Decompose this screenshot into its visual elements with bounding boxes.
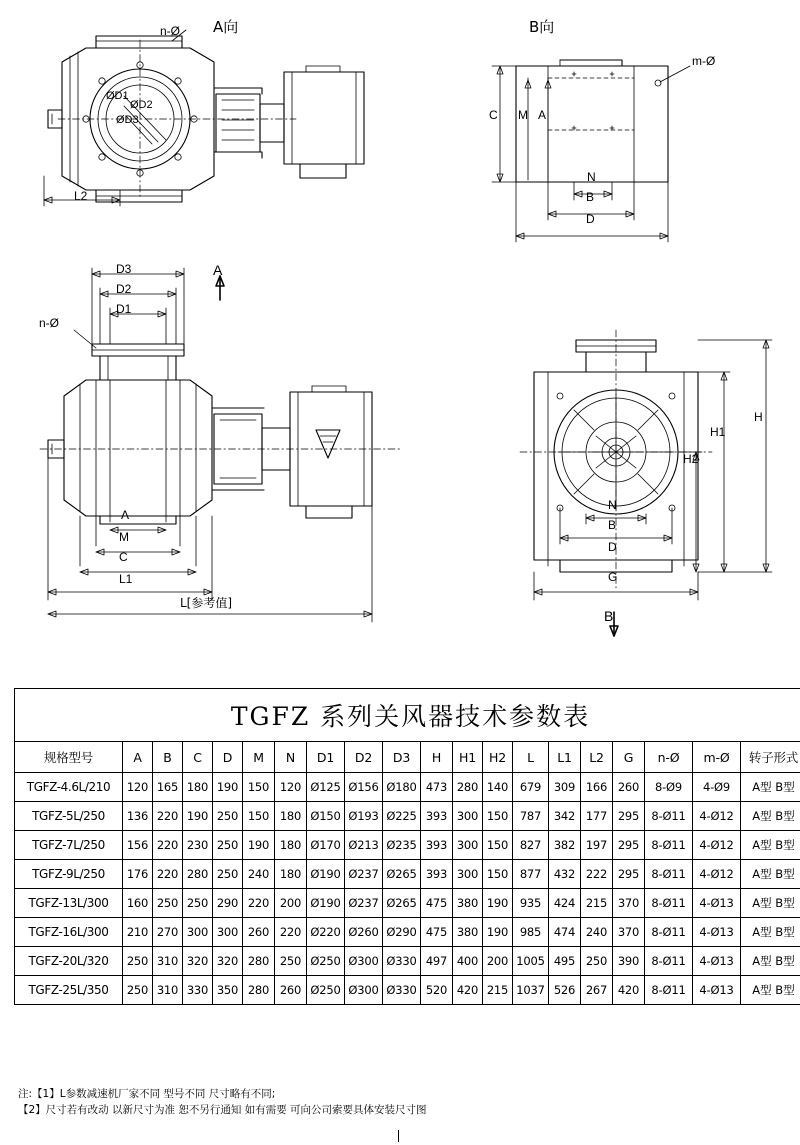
d1-dim-front: D1 [116, 302, 132, 316]
cell-rotor-type: A型 B型 [741, 976, 800, 1005]
cell-d1: Ø220 [307, 918, 345, 947]
cell-d2: Ø300 [345, 976, 383, 1005]
cell-n: 220 [275, 918, 307, 947]
cell-d: 300 [213, 918, 243, 947]
spec-table [14, 688, 800, 1005]
cell-d: 350 [213, 976, 243, 1005]
cell-n: 250 [275, 947, 307, 976]
cell-l: 679 [513, 773, 549, 802]
cell-m-hole: 4-Ø13 [693, 976, 741, 1005]
cell-l: 877 [513, 860, 549, 889]
cell-h2: 140 [483, 773, 513, 802]
cell-g: 370 [613, 918, 645, 947]
cell-b: 220 [153, 831, 183, 860]
h1-dim: H1 [710, 425, 726, 439]
cell-l2: 197 [581, 831, 613, 860]
cell-c: 330 [183, 976, 213, 1005]
cell-n: 200 [275, 889, 307, 918]
col-header-d1: D1 [307, 742, 345, 773]
col-header-l: L [513, 742, 549, 773]
cell-l2: 222 [581, 860, 613, 889]
cell-l: 935 [513, 889, 549, 918]
cell-h1: 380 [453, 918, 483, 947]
cell-l1: 432 [549, 860, 581, 889]
cell-d3: Ø330 [383, 976, 421, 1005]
cell-b: 250 [153, 889, 183, 918]
c-dim-front: C [119, 550, 128, 564]
notes-block [18, 1086, 427, 1118]
n-dim-viewb: N [587, 170, 596, 184]
cell-h1: 420 [453, 976, 483, 1005]
sheet-center-tick [398, 1130, 399, 1142]
col-header-b: B [153, 742, 183, 773]
cell-g: 295 [613, 831, 645, 860]
cell-b: 220 [153, 802, 183, 831]
cell-l2: 267 [581, 976, 613, 1005]
n-hole-callout-front: n-Ø [39, 316, 60, 330]
cell-d3: Ø225 [383, 802, 421, 831]
cell-c: 280 [183, 860, 213, 889]
cell-l1: 424 [549, 889, 581, 918]
d3-callout: ØD3 [116, 114, 139, 126]
cell-rotor-type: A型 B型 [741, 889, 800, 918]
cell-n-hole: 8-Ø9 [645, 773, 693, 802]
cell-c: 320 [183, 947, 213, 976]
cell-model: TGFZ-20L/320 [15, 947, 123, 976]
cell-d2: Ø156 [345, 773, 383, 802]
cell-n-hole: 8-Ø11 [645, 860, 693, 889]
cell-h: 393 [421, 831, 453, 860]
section-mark-b-bottom: B [604, 608, 614, 624]
table-row [15, 773, 800, 802]
cell-h2: 150 [483, 831, 513, 860]
cell-m-hole: 4-Ø12 [693, 860, 741, 889]
cell-m: 260 [243, 918, 275, 947]
cell-d: 190 [213, 773, 243, 802]
d-dim-viewb: D [586, 212, 595, 226]
d3-dim-front: D3 [116, 262, 132, 276]
col-header-l1: L1 [549, 742, 581, 773]
cell-d1: Ø170 [307, 831, 345, 860]
cell-l: 1037 [513, 976, 549, 1005]
table-row [15, 889, 800, 918]
cell-n: 180 [275, 860, 307, 889]
cell-b: 165 [153, 773, 183, 802]
m-dim-viewb: M [518, 108, 528, 122]
cell-g: 420 [613, 976, 645, 1005]
section-mark-a-top: A [213, 262, 223, 278]
cell-rotor-type: A型 B型 [741, 947, 800, 976]
cell-m: 240 [243, 860, 275, 889]
cell-h: 475 [421, 889, 453, 918]
cell-b: 220 [153, 860, 183, 889]
cell-m: 280 [243, 976, 275, 1005]
table-row [15, 976, 800, 1005]
col-header-n: N [275, 742, 307, 773]
cell-h1: 280 [453, 773, 483, 802]
col-header-g: G [613, 742, 645, 773]
cell-h1: 400 [453, 947, 483, 976]
cell-rotor-type: A型 B型 [741, 773, 800, 802]
table-row [15, 831, 800, 860]
cell-l1: 309 [549, 773, 581, 802]
cell-d2: Ø237 [345, 889, 383, 918]
col-header-l2: L2 [581, 742, 613, 773]
h-dim: H [754, 410, 763, 424]
cell-m-hole: 4-Ø12 [693, 802, 741, 831]
cell-rotor-type: A型 B型 [741, 860, 800, 889]
cell-l1: 526 [549, 976, 581, 1005]
cell-c: 190 [183, 802, 213, 831]
cell-model: TGFZ-9L/250 [15, 860, 123, 889]
cell-rotor-type: A型 B型 [741, 802, 800, 831]
table-title-row [15, 689, 800, 742]
view-a-title: A向 [213, 18, 239, 36]
cell-d1: Ø125 [307, 773, 345, 802]
cell-a: 136 [123, 802, 153, 831]
col-header-d3: D3 [383, 742, 421, 773]
cell-a: 120 [123, 773, 153, 802]
cell-d1: Ø150 [307, 802, 345, 831]
cell-a: 156 [123, 831, 153, 860]
col-header-rotor-type: 转子形式 [741, 742, 800, 773]
cell-n: 180 [275, 802, 307, 831]
cell-g: 260 [613, 773, 645, 802]
cell-h2: 150 [483, 802, 513, 831]
cell-d3: Ø290 [383, 918, 421, 947]
cell-d: 290 [213, 889, 243, 918]
cell-l2: 240 [581, 918, 613, 947]
g-dim-right: G [608, 570, 618, 584]
cell-model: TGFZ-25L/350 [15, 976, 123, 1005]
m-dim-front: M [119, 530, 129, 544]
cell-d: 250 [213, 831, 243, 860]
view-b-title: B向 [529, 18, 555, 36]
a-dim-viewb: A [538, 108, 547, 122]
cell-h: 520 [421, 976, 453, 1005]
cell-d: 250 [213, 860, 243, 889]
cell-c: 250 [183, 889, 213, 918]
cell-d3: Ø180 [383, 773, 421, 802]
cell-h: 393 [421, 860, 453, 889]
col-header-d: D [213, 742, 243, 773]
note-line-2: 【2】尺寸若有改动 以新尺寸为准 恕不另行通知 如有需要 可向公司索要具体安装尺寸图 [18, 1104, 427, 1116]
col-header-d2: D2 [345, 742, 383, 773]
cell-m-hole: 4-Ø13 [693, 947, 741, 976]
cell-l2: 166 [581, 773, 613, 802]
cell-b: 270 [153, 918, 183, 947]
cell-l1: 474 [549, 918, 581, 947]
cell-c: 300 [183, 918, 213, 947]
spec-table-wrapper [14, 688, 799, 1005]
cell-l2: 177 [581, 802, 613, 831]
cell-a: 160 [123, 889, 153, 918]
cell-l1: 382 [549, 831, 581, 860]
cell-d3: Ø235 [383, 831, 421, 860]
cell-d1: Ø190 [307, 889, 345, 918]
b-dim-viewb: B [586, 190, 595, 204]
cell-model: TGFZ-5L/250 [15, 802, 123, 831]
cell-n: 120 [275, 773, 307, 802]
view-a-assembly [44, 30, 364, 206]
cell-c: 230 [183, 831, 213, 860]
table-row [15, 860, 800, 889]
cell-l2: 250 [581, 947, 613, 976]
front-elevation [40, 268, 400, 622]
cell-d2: Ø260 [345, 918, 383, 947]
l1-dim-front: L1 [119, 572, 133, 586]
cell-rotor-type: A型 B型 [741, 831, 800, 860]
cell-d3: Ø265 [383, 860, 421, 889]
cell-h2: 190 [483, 889, 513, 918]
cell-a: 250 [123, 976, 153, 1005]
cell-l: 827 [513, 831, 549, 860]
col-header-model: 规格型号 [15, 742, 123, 773]
cell-h2: 190 [483, 918, 513, 947]
b-dim-right: B [608, 518, 617, 532]
cell-g: 390 [613, 947, 645, 976]
cell-d2: Ø193 [345, 802, 383, 831]
cell-h: 475 [421, 918, 453, 947]
d1-callout: ØD1 [106, 90, 129, 102]
h2-dim: H2 [683, 452, 699, 466]
cell-h2: 150 [483, 860, 513, 889]
col-header-h: H [421, 742, 453, 773]
cell-h: 473 [421, 773, 453, 802]
cell-n: 260 [275, 976, 307, 1005]
cell-h1: 300 [453, 802, 483, 831]
c-dim-viewb: C [489, 108, 498, 122]
l-ref-dim: L[参考值] [180, 596, 233, 610]
col-header-h1: H1 [453, 742, 483, 773]
cell-n-hole: 8-Ø11 [645, 889, 693, 918]
cell-m: 220 [243, 889, 275, 918]
cell-m-hole: 4-Ø13 [693, 889, 741, 918]
d2-dim-front: D2 [116, 282, 132, 296]
cell-c: 180 [183, 773, 213, 802]
table-row [15, 947, 800, 976]
cell-h1: 380 [453, 889, 483, 918]
cell-model: TGFZ-4.6L/210 [15, 773, 123, 802]
cell-n-hole: 8-Ø11 [645, 947, 693, 976]
cell-b: 310 [153, 976, 183, 1005]
cell-m: 150 [243, 773, 275, 802]
col-header-n-hole: n-Ø [645, 742, 693, 773]
cell-model: TGFZ-13L/300 [15, 889, 123, 918]
cell-d2: Ø300 [345, 947, 383, 976]
cell-g: 295 [613, 860, 645, 889]
cell-l: 787 [513, 802, 549, 831]
table-row [15, 802, 800, 831]
n-dim-right: N [608, 498, 617, 512]
cell-n: 180 [275, 831, 307, 860]
table-row [15, 918, 800, 947]
cell-l1: 495 [549, 947, 581, 976]
m-hole-callout: m-Ø [692, 54, 716, 68]
cell-rotor-type: A型 B型 [741, 918, 800, 947]
cell-m: 150 [243, 802, 275, 831]
cell-h1: 300 [453, 860, 483, 889]
cell-h2: 215 [483, 976, 513, 1005]
cell-model: TGFZ-7L/250 [15, 831, 123, 860]
cell-g: 295 [613, 802, 645, 831]
cell-b: 310 [153, 947, 183, 976]
cell-d: 320 [213, 947, 243, 976]
a-dim-front: A [121, 508, 130, 522]
cell-h2: 200 [483, 947, 513, 976]
cell-n-hole: 8-Ø11 [645, 831, 693, 860]
table-header-row [15, 742, 800, 773]
cell-m: 280 [243, 947, 275, 976]
cell-d2: Ø213 [345, 831, 383, 860]
cell-d2: Ø237 [345, 860, 383, 889]
cell-a: 176 [123, 860, 153, 889]
col-header-m-hole: m-Ø [693, 742, 741, 773]
cell-a: 250 [123, 947, 153, 976]
cell-n-hole: 8-Ø11 [645, 802, 693, 831]
cell-n-hole: 8-Ø11 [645, 918, 693, 947]
note-line-1: 注:【1】L参数减速机厂家不同 型号不同 尺寸略有不同; [18, 1088, 276, 1100]
cell-d3: Ø265 [383, 889, 421, 918]
cell-d1: Ø250 [307, 947, 345, 976]
col-header-m: M [243, 742, 275, 773]
l2-dim-top: L2 [74, 189, 88, 203]
cell-l1: 342 [549, 802, 581, 831]
cell-m: 190 [243, 831, 275, 860]
col-header-h2: H2 [483, 742, 513, 773]
cell-a: 210 [123, 918, 153, 947]
side-section-view [520, 330, 772, 636]
cell-d1: Ø190 [307, 860, 345, 889]
cell-d: 250 [213, 802, 243, 831]
cell-h: 497 [421, 947, 453, 976]
col-header-c: C [183, 742, 213, 773]
cell-m-hole: 4-Ø13 [693, 918, 741, 947]
cell-l: 1005 [513, 947, 549, 976]
col-header-a: A [123, 742, 153, 773]
d-dim-right: D [608, 540, 617, 554]
cell-model: TGFZ-16L/300 [15, 918, 123, 947]
cell-l2: 215 [581, 889, 613, 918]
cell-h1: 300 [453, 831, 483, 860]
cell-m-hole: 4-Ø12 [693, 831, 741, 860]
cell-m-hole: 4-Ø9 [693, 773, 741, 802]
cell-d1: Ø250 [307, 976, 345, 1005]
cell-d3: Ø330 [383, 947, 421, 976]
cell-n-hole: 8-Ø11 [645, 976, 693, 1005]
cell-l: 985 [513, 918, 549, 947]
cell-h: 393 [421, 802, 453, 831]
cell-g: 370 [613, 889, 645, 918]
table-title: TGFZ 系列关风器技术参数表 [15, 689, 800, 742]
n-hole-callout-top: n-Ø [160, 24, 181, 38]
d2-callout: ØD2 [130, 99, 153, 111]
